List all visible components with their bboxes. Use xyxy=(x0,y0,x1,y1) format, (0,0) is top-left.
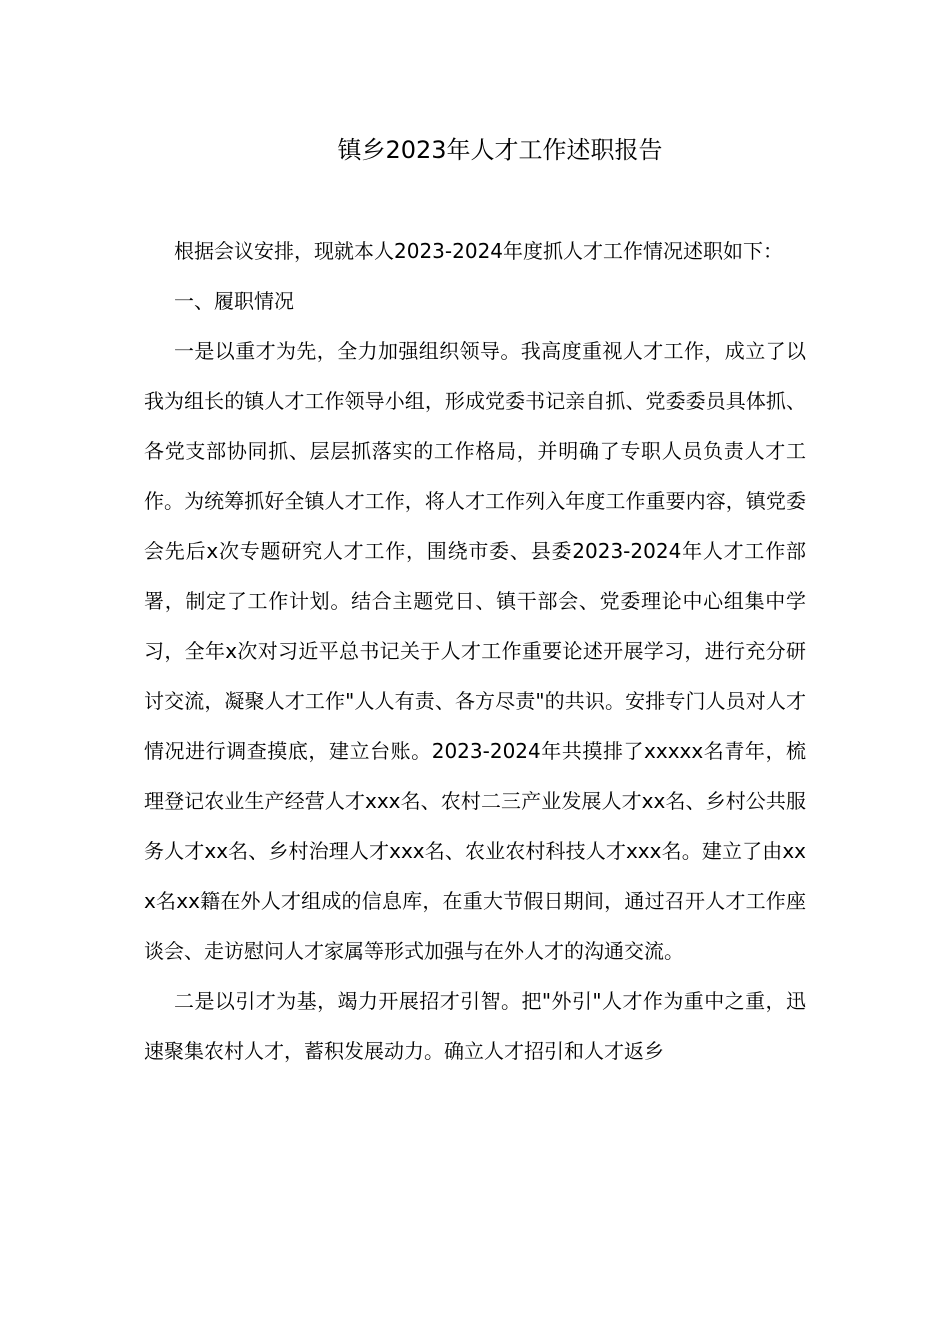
paragraph-recruitment: 二是以引才为基，竭力开展招才引智。把"外引"人才作为重中之重，迅速聚集农村人才，蓄积发展动力。确立人才招引和人才返乡 xyxy=(144,989,806,1063)
document-title: 镇乡2023年人才工作述职报告 xyxy=(337,136,663,164)
paragraph-intro: 根据会议安排，现就本人2023-2024年度抓人才工作情况述职如下： xyxy=(174,239,784,263)
document-body xyxy=(144,226,806,1076)
section-heading: 一、履职情况 xyxy=(174,289,294,313)
paragraph-organization: 一是以重才为先，全力加强组织领导。我高度重视人才工作，成立了以我为组长的镇人才工作领导小组，形成党委书记亲自抓、党委委员具体抓、各党支部协同抓、层层抓落实的工作格局，并明确了专职人员负责人才工作。为统筹抓好全镇人才工作，将人才工作列入年度工作重要内容，镇党委会先后x次专题研究人才工作，围绕市委、县委2023-2024年人才工作部署，制定了工作计划。结合主题党日、镇干部会、党委理论中心组集中学习，全年x次对习近平总书记关于人才工作重要论述开展学习，进行充分研讨交流，凝聚人才工作"人人有责、各方尽责"的共识。安排专门人员对人才情况进行调查摸底，建立台账。2023-2024年共摸排了xxxxx名青年，梳理登记农业生产经营人才xxx名、农村二三产业发展人才xx名、乡村公共服务人才xx名、乡村治理人才xxx名、农业农村科技人才xxx名。建立了由xxx名xx籍在外人才组成的信息库，在重大节假日期间，通过召开人才工作座谈会、走访慰问人才家属等形式加强与在外人才的沟通交流。 xyxy=(144,339,806,963)
